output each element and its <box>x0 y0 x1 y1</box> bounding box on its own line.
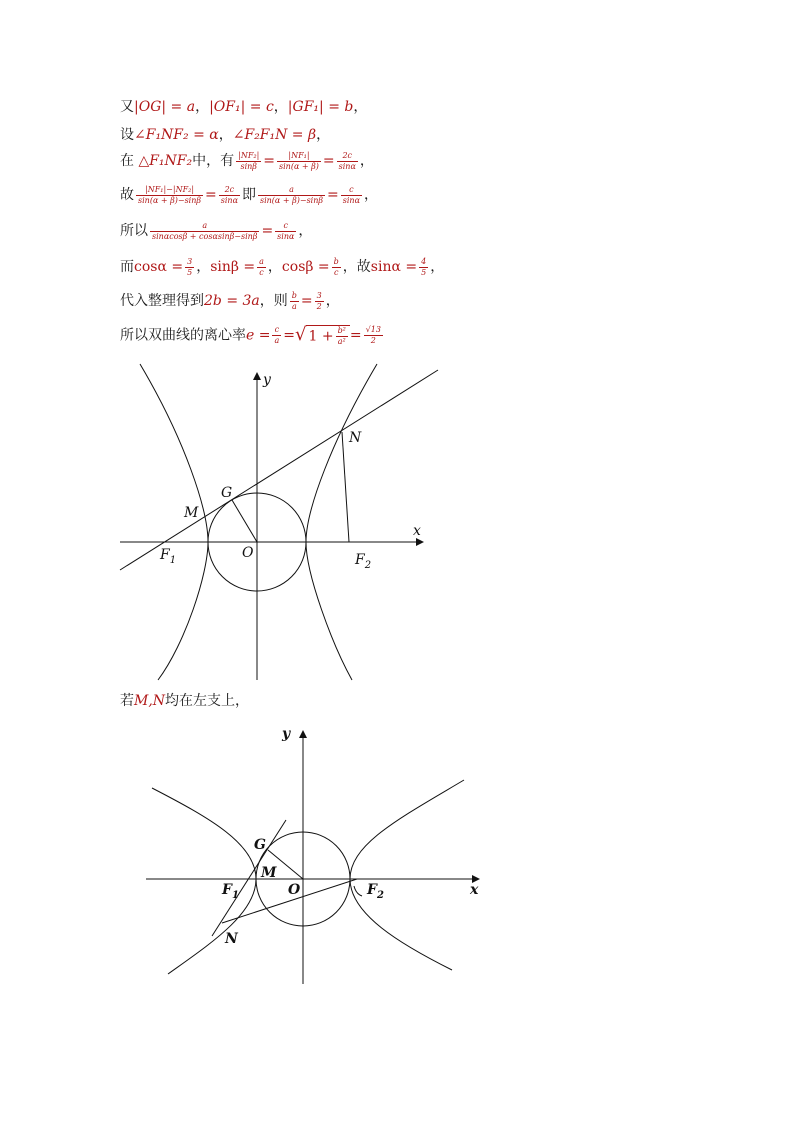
fraction <box>341 185 362 206</box>
text: ， <box>218 127 233 143</box>
denominator: 5 <box>421 267 427 277</box>
text: 即 <box>241 187 256 203</box>
text: ， <box>195 99 210 115</box>
figure-2-hyperbola <box>140 722 490 992</box>
equals: = <box>261 223 274 239</box>
segment-nf2 <box>342 432 349 542</box>
math: 2b = 3a <box>204 293 260 309</box>
text: ， <box>267 259 282 275</box>
fraction <box>136 185 203 206</box>
text: ， <box>273 99 288 115</box>
equals: = <box>205 187 217 203</box>
math: |GF₁| = b <box>287 99 354 115</box>
numerator: a <box>150 221 259 232</box>
denominator: c <box>259 267 264 277</box>
text: ， <box>359 153 374 169</box>
math: cosα = <box>134 259 184 275</box>
fraction <box>257 257 266 278</box>
text: ， <box>430 259 445 275</box>
figure-1-hyperbola <box>110 360 450 690</box>
fraction <box>275 221 296 242</box>
text: ， <box>325 293 340 309</box>
denominator: 5 <box>187 267 193 277</box>
math: |OG| = a <box>134 99 196 115</box>
text: 又 <box>120 99 134 115</box>
text: ，则 <box>259 293 288 309</box>
label-n: N <box>349 430 362 446</box>
label-y: y <box>263 372 271 388</box>
line-1 <box>120 96 367 116</box>
math: cosβ = <box>281 259 330 275</box>
numerator: b² <box>337 325 346 335</box>
text: 所以双曲线的离心率 <box>120 327 246 344</box>
label-o: O <box>242 545 254 561</box>
equals: = <box>263 153 276 169</box>
fraction <box>290 291 299 312</box>
numerator: |NF₁| <box>277 151 321 162</box>
label-y: y <box>282 726 291 742</box>
denominator: sinαcosβ + cosαsinβ−sinβ <box>152 231 258 241</box>
math: e = <box>246 327 271 344</box>
equals: = <box>349 327 362 344</box>
line-5 <box>120 220 312 242</box>
label-m: M <box>184 505 199 521</box>
segment-og <box>232 500 257 542</box>
line-6 <box>120 256 444 278</box>
numerator: a <box>259 256 264 266</box>
denominator: sinα <box>338 161 356 171</box>
fraction <box>315 291 324 312</box>
math: △F₁NF₂ <box>138 153 193 169</box>
denominator: sinα <box>220 195 238 205</box>
numerator: c <box>272 325 281 336</box>
text: 均在左支上， <box>165 693 250 709</box>
numerator: 3 <box>187 256 193 266</box>
text: 代入整理得到 <box>120 293 204 309</box>
tangent-line <box>120 370 438 570</box>
left-branch <box>140 364 208 680</box>
text: 在 <box>120 153 134 169</box>
equals: = <box>300 293 313 309</box>
math: ∠F₁NF₂ = α <box>134 127 219 143</box>
text: 设 <box>120 127 134 143</box>
text: 所以 <box>120 223 148 239</box>
math: M,N <box>134 693 166 709</box>
numerator: c <box>341 185 362 196</box>
denominator: sin(α + β)−sinβ <box>259 195 324 205</box>
math: 1 + <box>308 328 334 344</box>
text: ， <box>298 223 313 239</box>
text: 而 <box>120 259 134 275</box>
line-3 <box>120 150 374 172</box>
numerator: b <box>291 290 297 300</box>
fraction <box>337 151 358 172</box>
denominator: sinβ <box>240 161 257 171</box>
radicand <box>306 325 349 347</box>
label-f2: $F_2$ <box>367 882 384 901</box>
denominator: sinα <box>342 195 360 205</box>
text: 中，有 <box>192 153 235 169</box>
fraction <box>364 325 383 346</box>
equals: = <box>283 327 295 344</box>
denominator: 2 <box>316 301 322 311</box>
line-9 <box>120 690 249 710</box>
text: 若 <box>120 693 134 709</box>
line-2 <box>120 124 330 144</box>
left-branch <box>152 788 256 974</box>
text: ， <box>196 259 211 275</box>
fraction <box>272 325 281 346</box>
denominator: sin(α + β) <box>279 161 319 171</box>
equals: = <box>322 153 335 169</box>
fraction <box>219 185 240 206</box>
numerator: |NF₂| <box>238 150 260 160</box>
numerator: 2c <box>219 185 240 196</box>
text: ，故 <box>342 259 371 275</box>
fraction <box>277 151 321 172</box>
label-f2: $F_2$ <box>355 552 372 571</box>
label-g: G <box>221 485 233 501</box>
denominator: c <box>333 267 339 277</box>
label-n: N <box>225 931 238 947</box>
fraction <box>150 221 259 242</box>
fraction <box>419 257 428 278</box>
text: 故 <box>120 187 134 203</box>
right-branch <box>350 780 464 970</box>
line-8 <box>120 324 385 347</box>
label-f1: $F_1$ <box>222 882 239 901</box>
right-branch <box>306 364 377 680</box>
denominator: sinα <box>277 231 295 241</box>
text: ， <box>363 187 378 203</box>
angle-mark <box>354 886 362 896</box>
numerator: √13 <box>365 324 381 334</box>
math: |OF₁| = c <box>209 99 274 115</box>
label-x: x <box>413 523 421 539</box>
math: sinβ = <box>210 259 256 275</box>
math: ∠F₂F₁N = β <box>232 127 317 143</box>
label-x: x <box>470 882 479 898</box>
denominator: a <box>274 335 280 345</box>
numerator: 2c <box>337 151 358 162</box>
numerator: |NF₁|−|NF₂| <box>136 185 203 196</box>
text: ， <box>353 99 368 115</box>
fraction <box>332 257 341 278</box>
numerator: c <box>275 221 296 232</box>
denominator: 2 <box>370 335 376 345</box>
numerator: b <box>333 256 339 266</box>
fraction <box>236 151 261 172</box>
fraction <box>185 257 194 278</box>
square-root: √ 1 + $\frac{\text{b²}}{\text{a²}}$ <box>295 324 350 347</box>
label-f1: $F_1$ <box>160 547 177 566</box>
numerator: a <box>258 185 325 196</box>
numerator: 3 <box>316 290 322 300</box>
text: ， <box>316 127 331 143</box>
math: sinα = <box>370 259 418 275</box>
equals: = <box>327 187 339 203</box>
line-7 <box>120 290 340 312</box>
denominator: sin(α + β)−sinβ <box>138 195 202 205</box>
label-m: M <box>261 865 277 881</box>
denominator: a² <box>337 336 346 346</box>
fraction <box>258 185 325 206</box>
numerator: 4 <box>421 256 427 266</box>
fraction <box>336 326 348 347</box>
line-4 <box>120 184 378 206</box>
denominator: a <box>291 301 297 311</box>
label-g: G <box>254 837 266 853</box>
label-o: O <box>288 882 301 898</box>
